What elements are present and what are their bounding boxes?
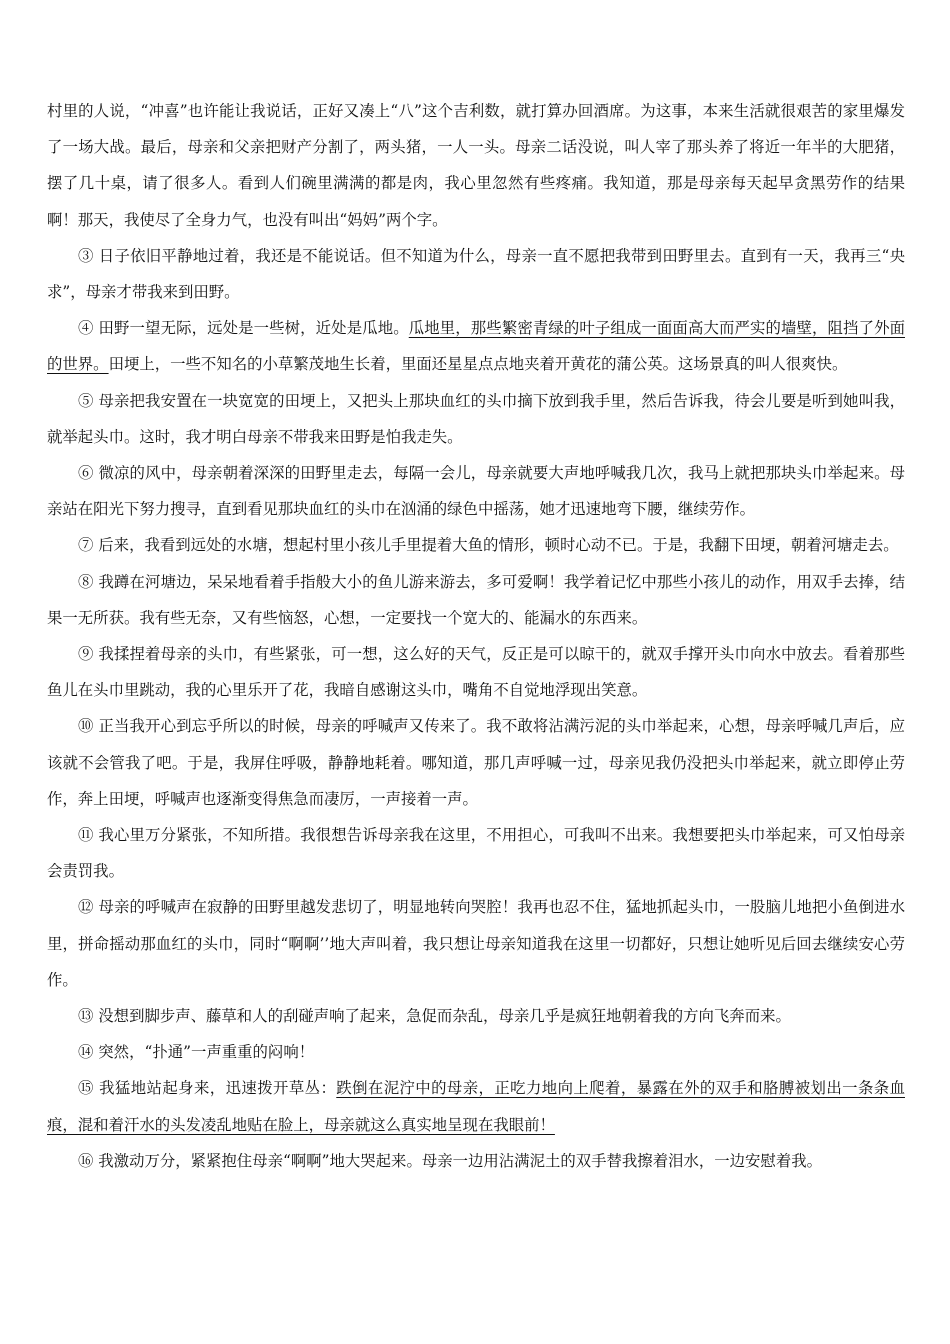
paragraph-text: ⑭ 突然，“扑通”一声重重的闷响！ — [78, 1043, 315, 1062]
paragraph-text: ⑪ 我心里万分紧张，不知所措。我很想告诉母亲我在这里，不用担心，可我叫不出来。我想要把头巾举起来，可又怕母亲会责罚我。 — [47, 826, 905, 881]
paragraph-14 — [47, 1034, 905, 1070]
paragraph-text: ⑥ 微凉的风中，母亲朝着深深的田野里走去，每隔一会儿，母亲就要大声地呼喊我几次，我马上就把那块头巾举起来。母亲站在阳光下努力搜寻，直到看见那块血红的头巾在汹涌的绿色中摇荡，她才迅速地弯下腰，继续劳作。 — [47, 464, 905, 519]
paragraph-text: ③ 日子依旧平静地过着，我还是不能说话。但不知道为什么，母亲一直不愿把我带到田野里去。直到有一天，我再三“央求”，母亲才带我来到田野。 — [47, 246, 905, 302]
paragraph-3 — [47, 238, 905, 310]
paragraph-text: ⑤ 母亲把我安置在一块宽宽的田埂上，又把头上那块血红的头巾摘下放到我手里，然后告诉我，待会儿要是听到她叫我，就举起头巾。这时，我才明白母亲不带我来田野是怕我走失。 — [47, 391, 905, 446]
paragraph-5 — [47, 383, 905, 455]
paragraph-text: ⑨ 我揉捏着母亲的头巾，有些紧张，可一想，这么好的天气，反正是可以晾干的，就双手撑开头巾向水中放去。看着那些鱼儿在头巾里跳动，我的心里乐开了花，我暗自感谢这头巾，嘴角不自觉地浮现出笑意。 — [47, 645, 905, 700]
paragraph-text: ⑬ 没想到脚步声、藤草和人的刮碰声响了起来，急促而杂乱，母亲几乎是疯狂地朝着我的方向飞奔而来。 — [78, 1007, 791, 1026]
paragraph-13 — [47, 998, 905, 1034]
underlined-sentence: 瓜地里，那些繁密青绿的叶子组成一面面高大而严实的墙壁，阻挡了外面的世界。 — [47, 319, 905, 374]
paragraph-text: ⑯ 我激动万分，紧紧抱住母亲“啊啊”地大哭起来。母亲一边用沾满泥土的双手替我擦着泪水，一边安慰着我。 — [78, 1151, 822, 1170]
paragraph-text: 田埂上，一些不知名的小草繁茂地生长着，里面还星星点点地夹着开黄花的蒲公英。这场景真的叫人很爽快。 — [108, 355, 848, 374]
paragraph-4 — [47, 310, 905, 382]
document-page — [47, 93, 905, 1179]
paragraph-text: ⑮ 我猛地站起身来，迅速拨开草丛： — [78, 1079, 337, 1098]
paragraph-16 — [47, 1143, 905, 1179]
paragraph-text: ④ 田野一望无际，远处是一些树，近处是瓜地。 — [78, 319, 409, 338]
paragraph-text: ⑦ 后来，我看到远处的水塘，想起村里小孩儿手里提着大鱼的情形，顿时心动不已。于是，我翻下田埂，朝着河塘走去。 — [78, 536, 899, 555]
paragraph-7 — [47, 527, 905, 563]
paragraph-continued — [47, 93, 905, 238]
underlined-sentence: 跌倒在泥泞中的母亲，正吃力地向上爬着，暴露在外的双手和胳膊被划出一条条血痕，混和着汗水的头发凌乱地贴在脸上，母亲就这么真实地呈现在我眼前！ — [47, 1079, 905, 1134]
paragraph-9 — [47, 636, 905, 708]
paragraph-15 — [47, 1070, 905, 1142]
paragraph-8 — [47, 564, 905, 636]
paragraph-10 — [47, 708, 905, 817]
paragraph-6 — [47, 455, 905, 527]
paragraph-text: 村里的人说，“冲喜”也许能让我说话，正好又凑上“八”这个吉利数，就打算办回酒席。为这事，本来生活就很艰苦的家里爆发了一场大战。最后，母亲和父亲把财产分割了，两头猪，一人一头。母亲二话没说，叫人宰了那头养了将近一年半的大肥猪，摆了几十桌，请了很多人。看到人们碗里满满的都是肉，我心里忽然有些疼痛。我知道，那是母亲每天起早贪黑劳作的结果啊！那天，我使尽了全身力气，也没有叫出“妈妈”两个字。 — [47, 102, 905, 229]
paragraph-text: ⑫ 母亲的呼喊声在寂静的田野里越发悲切了，明显地转向哭腔！我再也忍不住，猛地抓起头巾，一股脑儿地把小鱼倒进水里，拼命摇动那血红的头巾，同时“啊啊’’地大声叫着，我只想让母亲知道我在这里一切都好，只想让她听见后回去继续安心劳作。 — [47, 898, 905, 989]
paragraph-12 — [47, 889, 905, 998]
paragraph-text: ⑩ 正当我开心到忘乎所以的时候，母亲的呼喊声又传来了。我不敢将沾满污泥的头巾举起来，心想，母亲呼喊几声后，应该就不会管我了吧。于是，我屏住呼吸，静静地耗着。哪知道，那几声呼喊一过，母亲见我仍没把头巾举起来，就立即停止劳作，奔上田埂，呼喊声也逐渐变得焦急而凄厉，一声接着一声。 — [47, 717, 905, 808]
paragraph-text: ⑧ 我蹲在河塘边，呆呆地看着手指般大小的鱼儿游来游去，多可爱啊！我学着记忆中那些小孩儿的动作，用双手去捧，结果一无所获。我有些无奈，又有些恼怒，心想，一定要找一个宽大的、能漏水的东西来。 — [47, 572, 905, 627]
paragraph-11 — [47, 817, 905, 889]
